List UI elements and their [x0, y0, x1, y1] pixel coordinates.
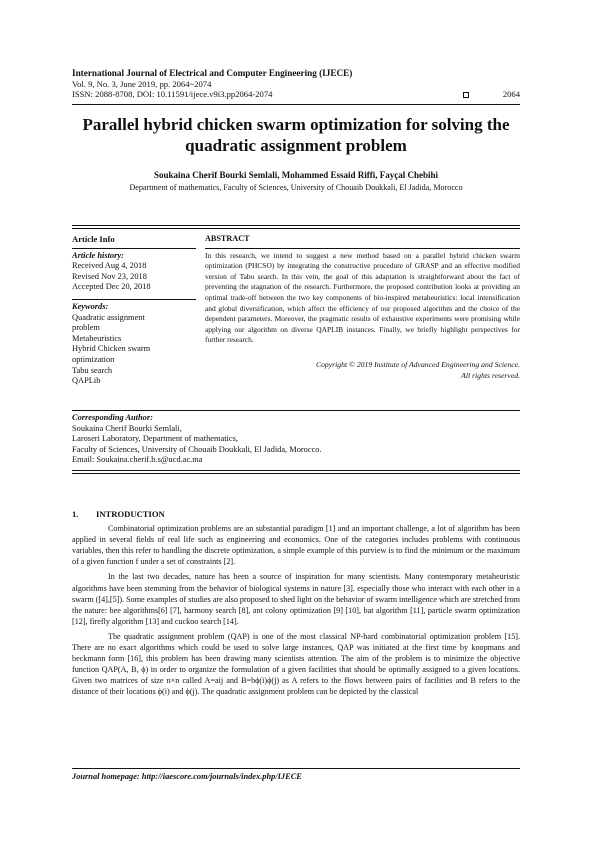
corresponding-line: Laroseri Laboratory, Department of mathematics,	[72, 434, 238, 444]
journal-header	[72, 68, 520, 100]
keyword-item: Quadratic assignment	[72, 312, 145, 322]
abstract	[205, 234, 520, 381]
corresponding-rule	[72, 410, 520, 411]
history-item: Accepted Dec 20, 2018	[72, 282, 151, 292]
section-title: INTRODUCTION	[96, 509, 165, 519]
history-item: Received Aug 4, 2018	[72, 261, 147, 271]
article-history-label: Article history:	[72, 250, 124, 260]
introduction-section	[72, 509, 520, 702]
journal-issn: ISSN: 2088-8708, DOI: 10.11591/ijece.v9i3.pp2064-2074	[72, 89, 273, 99]
corresponding-line: Faculty of Sciences, University of Chouaib Doukkali, El Jadida, Morocco.	[72, 444, 322, 454]
paragraph: In the last two decades, nature has been a source of inspiration for many scientists. Many contemporary metaheuristic algorithms have been stemming from the behavior of biological systems in nature [3]. especially those who interact with each other in a swarm ([4],[5]). Some examples of studies are also proposed to shed light on the behavior of swarm intelligence which are stretched from the nature: bee algorithms[6] [7], harmony search [8], ant colony optimization [9] [10], bat algorithm [11], particle swarm optimization [12], firefly algorithm [13] and cuckoo search [14].	[72, 572, 520, 626]
keywords-rule	[72, 299, 196, 300]
history-item: Revised Nov 23, 2018	[72, 271, 147, 281]
abstract-rule	[205, 248, 520, 249]
divider-rule-2	[72, 228, 520, 229]
keyword-item: problem	[72, 323, 100, 333]
footer-rule	[72, 768, 520, 769]
article-info-rule	[72, 248, 196, 249]
corresponding-email: Email: Soukaina.cherif.b.s@ucd.ac.ma	[72, 455, 203, 465]
corresponding-line: Soukaina Cherif Bourki Semlali,	[72, 423, 182, 433]
journal-volume: Vol. 9, No. 3, June 2019, pp. 2064~2074	[72, 78, 212, 89]
journal-homepage: Journal homepage: http://iaescore.com/journals/index.php/IJECE	[72, 772, 302, 781]
rights-line: All rights reserved.	[461, 370, 520, 380]
divider-rule-3	[72, 470, 520, 471]
square-icon	[463, 92, 469, 98]
paragraph: The quadratic assignment problem (QAP) is one of the most classical NP-hard combinatorial optimization problem [15]. There are no exact algorithms which could be used to solve large instances, QAP was initiated at the first time by koopmans and beckmann form [16], this problem has been drawing many scientists attention. The aim of the problem is to minimize the objective function QAP(A, B, ϕ) in order to organize the formulation of a given facilities that should be optimally assigned to a given locations. Given two matrices of size n×n called A=aij and B=bϕ(i)ϕ(j) as A refers to the flows between pairs of facilities and B refers to the distance of their locations ϕ(i) and ϕ(j). The quadratic assignment problem can be depicted by the classical	[72, 631, 520, 697]
divider-rule-4	[72, 473, 520, 474]
keyword-item: Metaheuristics	[72, 333, 122, 343]
copyright-line: Copyright © 2019 Institute of Advanced Engineering and Science.	[315, 359, 520, 369]
paper-affiliation: Department of mathematics, Faculty of Sciences, University of Chouaib Doukkali, El Jadida, Morocco	[129, 183, 463, 192]
corresponding-label: Corresponding Author:	[72, 413, 153, 422]
keywords-label: Keywords:	[72, 301, 109, 311]
paper-authors: Soukaina Cherif Bourki Semlali, Mohammed Essaid Riffi, Fayçal Chebihi	[153, 170, 439, 180]
copyright-notice	[205, 360, 520, 381]
section-number: 1.	[72, 509, 79, 519]
page-number: 2064	[502, 89, 520, 99]
journal-name: International Journal of Electrical and Computer Engineering (IJECE)	[72, 68, 353, 78]
section-heading	[72, 509, 520, 520]
keyword-item: QAPLib	[72, 376, 101, 386]
divider-rule-1	[72, 225, 520, 226]
abstract-text: In this research, we intend to suggest a new method based on a parallel hybrid chicken swarm optimization (PHCSO) by integrating the constructive procedure of GRASP and an effective modified version of Tabu search. In this vein, the goal of this adaptation is straightforward about the fact of preventing the stagnation of the research. Furthermore, the proposed contribution looks at providing an optimal trade-off between the two key components of bio-inspired metaheuristics: local intensification and global diversification, which affect the efficiency of our proposed algorithm and the choice of the dependent parameters. Moreover, the pragmatic results of exhaustive experiments were promising while applying our algorithm on diverse QAPLIB instances. Finally, we briefly highlight perspectives for further research.	[205, 250, 520, 345]
abstract-heading: ABSTRACT	[205, 234, 250, 243]
keyword-item: optimization	[72, 354, 115, 364]
article-info-heading: Article Info	[72, 234, 115, 244]
header-rule	[72, 104, 520, 105]
keyword-item: Tabu search	[72, 365, 113, 375]
issn-row	[72, 89, 520, 100]
paragraph: Combinatorial optimization problems are an substantial paradigm [1] and an important challenge, a lot of algorithm has been applied in several fields of real life such as engineering and economics. One of the categories includes problems with continuous variables, then this refer to handling the discrete optimization, a simple example of this purview is to find the minimum or the maximum of a given function f under a set of constraints [2].	[72, 524, 520, 567]
issn-right	[463, 89, 520, 100]
article-info	[72, 234, 196, 387]
corresponding-author	[72, 410, 520, 466]
keyword-item: Hybrid Chicken swarm	[72, 344, 151, 354]
paper-title: Parallel hybrid chicken swarm optimization for solving the quadratic assignment problem	[82, 115, 510, 155]
